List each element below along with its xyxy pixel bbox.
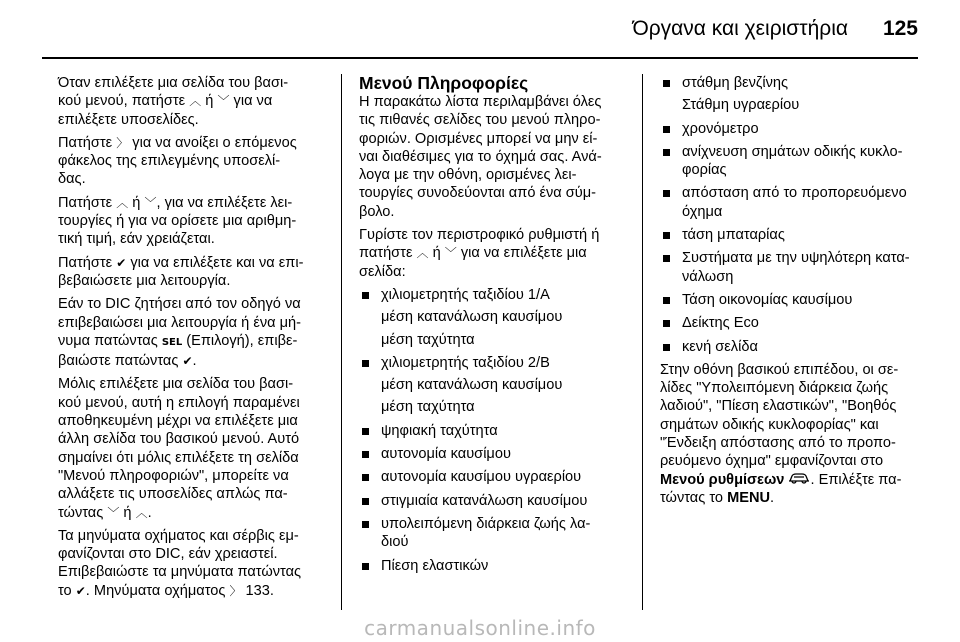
list-item: στιγμιαία κατανάλωση καυσίμου [359, 492, 625, 510]
list-item: αυτονομία καυσίμου υγραερίου [359, 468, 625, 486]
page-number: 125 [882, 17, 918, 40]
list-item: χιλιομετρητής ταξιδίου 2/B μέση κατανάλωση καυσίμου μέση ταχύτητα [359, 354, 625, 417]
list-item: Πίεση ελαστικών [359, 557, 625, 575]
checkmark-icon: ✔ [75, 583, 86, 598]
paragraph-rotate: Γυρίστε τον περιστροφικό ρυθμιστή ή πατήστε ︿ ή ﹀ για να επιλέξετε μια σελίδα: [359, 227, 600, 280]
column-divider-2 [642, 74, 643, 610]
list-item: ψηφιακή ταχύτητα [359, 422, 625, 440]
chevron-down-icon: ﹀ [217, 94, 230, 109]
checkmark-icon: ✔ [182, 354, 193, 369]
chevron-up-icon: ︿ [416, 246, 429, 261]
page-header [0, 0, 960, 58]
list-item: χιλιομετρητής ταξιδίου 1/A μέση κατανάλωση καυσίμου μέση ταχύτητα [359, 286, 625, 349]
section-heading: Μενού Πληροφορίες [359, 73, 529, 93]
paragraph-info-intro: Η παρακάτω λίστα περιλαμβάνει όλες τις πιθανές σελίδες του μενού πληρο- φοριών. Ορισμένες μπορεί να μην εί- ναι διαθέσιμες για το όχημά σας. Ανά- λογα με την οθόνη, ορισμένες λει- τουργίες συνοδεύονται από ένα σύμ- βολο. [359, 94, 602, 220]
list-item: κενή σελίδα [660, 338, 926, 356]
list-item: απόσταση από το προπορευόμενο όχημα [660, 184, 926, 221]
list-item: υπολειπόμενη διάρκεια ζωής λα- διού [359, 515, 625, 552]
chevron-down-icon: ﹀ [144, 195, 157, 210]
paragraph-confirm: Πατήστε ✔ για να επιλέξετε και να επι- βεβαιώσετε μια λειτουργία. [58, 254, 304, 289]
chevron-up-icon: ︿ [135, 505, 148, 520]
header-title: Όργανα και χειριστήρια [632, 17, 848, 40]
watermark: carmanualsonline.info [364, 616, 596, 640]
list-item: αυτονομία καυσίμου [359, 445, 625, 463]
car-settings-icon [788, 471, 810, 489]
settings-menu-label: Μενού ρυθμίσεων [660, 471, 785, 488]
list-item: χρονόμετρο [660, 120, 926, 138]
sel-key: SEL [161, 336, 183, 348]
list-item: Συστήματα με την υψηλότερη κατα- νάλωση [660, 249, 926, 286]
list-item: στάθμη βενζίνης Στάθμη υγραερίου [660, 74, 926, 115]
page-reference-icon: 〉 [229, 583, 242, 598]
menu-key: MENU [727, 489, 771, 506]
info-page-list [359, 286, 625, 575]
chevron-right-icon: 〉 [116, 135, 129, 150]
paragraph-settings-menu: Στην οθόνη βασικού επιπέδου, οι σε- λίδες "Υπολειπόμενη διάρκεια ζωής λαδιού", "Πίεση ελαστικών", "Βοηθός σημάτων οδικής κυκλοφορίας" και "Ένδειξη απόστασης από το προπο- ρευόμενο όχημα" εμφανίζονται στο Μενού ρυθμίσεων . Επιλέξτε πα- τώντας το MENU. [660, 361, 902, 506]
paragraph-dic-confirm: Εάν το DIC ζητήσει από τον οδηγό να επιβεβαιώσει μια λειτουργία ή ένα μή- νυμα πατώντας SEL (Επιλογή), επιβε- βαιώστε πατώντας ✔. [58, 296, 302, 370]
paragraph-vehicle-messages: Τα μηνύματα οχήματος και σέρβις εμ- φανίζονται στο DIC, εάν χρειαστεί. Επιβεβαιώστε τα μηνύματα πατώντας το ✔. Μηνύματα οχήματος 〉 133. [58, 527, 302, 599]
column-1 [58, 74, 324, 605]
list-item: τάση μπαταρίας [660, 226, 926, 244]
list-item: Τάση οικονομίας καυσίμου [660, 291, 926, 309]
column-divider-1 [341, 74, 342, 610]
column-2 [359, 74, 625, 580]
chevron-down-icon: ﹀ [444, 246, 457, 261]
list-item: ανίχνευση σημάτων οδικής κυκλο- φορίας [660, 143, 926, 180]
chevron-up-icon: ︿ [116, 195, 129, 210]
info-page-list-continued [660, 74, 926, 356]
checkmark-icon: ✔ [116, 255, 127, 270]
paragraph-main-menu: Μόλις επιλέξετε μια σελίδα του βασι- κού μενού, αυτή η επιλογή παραμένει αποθηκευμένη μέχρι να επιλέξετε μια άλλη σελίδα του βασικού μενού. Αυτό σημαίνει ότι μόλις επιλέξετε τη σελίδα "Μενού πληροφοριών", μπορείτε να αλλάξετε τις υποσελίδες απλώς πα- τώντας ﹀ ή ︿. [58, 376, 300, 521]
paragraph-select-functions: Πατήστε ︿ ή ﹀, για να επιλέξετε λει- τουργίες ή για να ορίσετε μια αριθμη- τική τιμή, εάν χρειάζεται. [58, 194, 297, 248]
chevron-down-icon: ﹀ [107, 505, 120, 520]
paragraph-next-folder: Πατήστε 〉 για να ανοίξει ο επόμενος φάκελος της επιλεγμένης υποσελί- δας. [58, 134, 297, 188]
paragraph-subpages: Όταν επιλέξετε μια σελίδα του βασι- κού μενού, πατήστε ︿ ή ﹀ για να επιλέξετε υποσελίδες. [58, 75, 289, 128]
header-rule [42, 57, 918, 59]
list-item: Δείκτης Eco [660, 314, 926, 332]
column-3 [660, 74, 926, 512]
chevron-up-icon: ︿ [189, 94, 202, 109]
